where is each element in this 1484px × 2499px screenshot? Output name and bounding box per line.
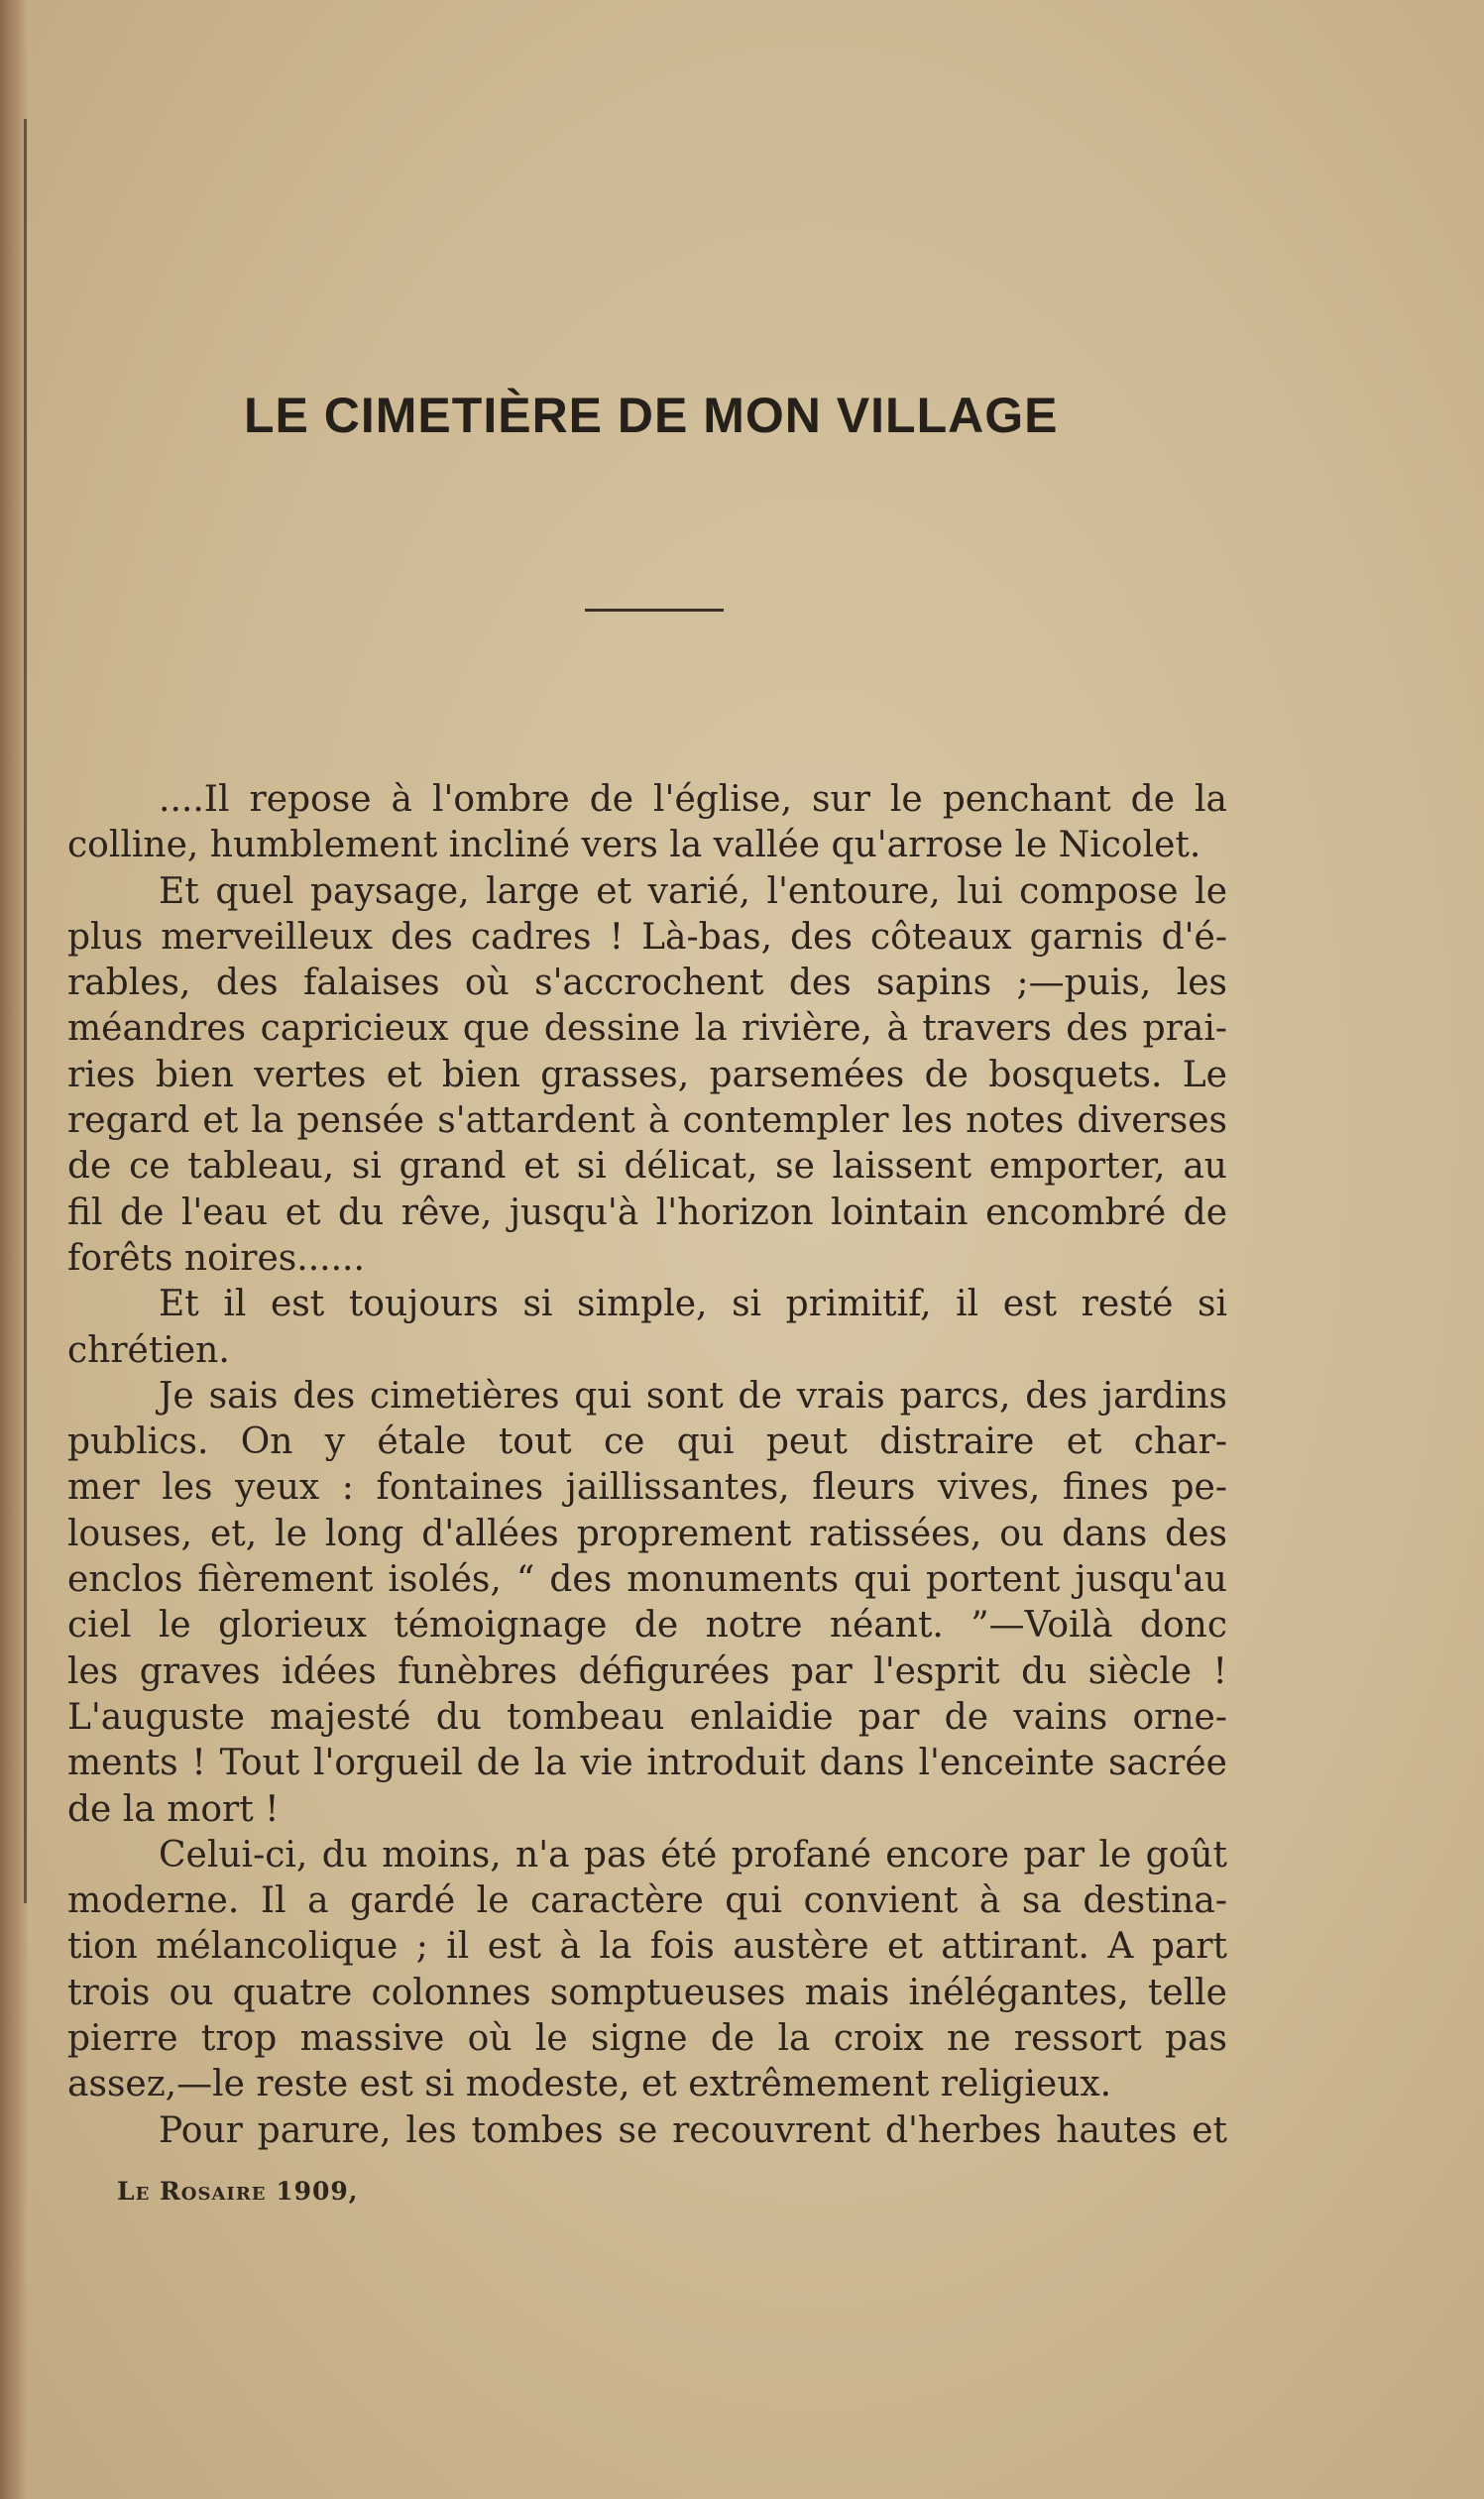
text-line: Et quel paysage, large et varié, l'entoure, lui compose le (159, 870, 1227, 912)
text-line: ments ! Tout l'orgueil de la vie introduit dans l'enceinte sacrée (67, 1743, 1227, 1784)
text-line: mer les yeux : fontaines jaillissantes, fleurs vives, fines pe- (67, 1467, 1227, 1509)
text-line: chrétien. (67, 1329, 230, 1371)
text-line: les graves idées funèbres défigurées par l'esprit du siècle ! (67, 1650, 1227, 1692)
text-line: de la mort ! (67, 1788, 280, 1830)
text-line: pierre trop massive où le signe de la croix ne ressort pas (67, 2018, 1227, 2060)
text-line: ....Il repose à l'ombre de l'église, sur le penchant de la (159, 779, 1227, 820)
paragraph (67, 1374, 1227, 1833)
page-title: LE CIMETIÈRE DE MON VILLAGE (244, 388, 1059, 443)
text-line: forêts noires...... (67, 1237, 365, 1279)
text-line: moderne. Il a gardé le caractère qui convient à sa destina- (67, 1880, 1227, 1922)
title-divider (585, 609, 724, 612)
text-line: ciel le glorieux témoignage de notre néant. ”—Voilà donc (67, 1605, 1227, 1647)
paragraph (67, 1833, 1227, 2108)
text-line: L'auguste majesté du tombeau enlaidie par de vains orne- (67, 1696, 1227, 1738)
paragraph (67, 777, 1227, 869)
paragraph (67, 869, 1227, 1283)
article-body (67, 777, 1227, 2154)
text-line: trois ou quatre colonnes somptueuses mais inélégantes, telle (67, 1972, 1227, 2013)
paragraph (67, 2108, 1227, 2154)
text-line: tion mélancolique ; il est à la fois austère et attirant. A part (67, 1926, 1227, 1968)
text-line: ries bien vertes et bien grasses, parsemées de bosquets. Le (67, 1054, 1227, 1095)
text-line: louses, et, le long d'allées proprement ratissées, ou dans des (67, 1513, 1227, 1554)
text-line: de ce tableau, si grand et si délicat, se laissent emporter, au (67, 1146, 1227, 1188)
text-line: rables, des falaises où s'accrochent des sapins ;—puis, les (67, 963, 1227, 1004)
text-line: colline, humblement incliné vers la vallée qu'arrose le Nicolet. (67, 825, 1201, 866)
text-line: fil de l'eau et du rêve, jusqu'à l'horizon lointain encombré de (67, 1192, 1227, 1233)
text-line: Celui-ci, du moins, n'a pas été profané encore par le goût (159, 1834, 1227, 1875)
page-binding-line (24, 119, 27, 1903)
text-line: Pour parure, les tombes se recouvrent d'herbes hautes et (159, 2109, 1227, 2151)
text-line: regard et la pensée s'attardent à contempler les notes diverses (67, 1100, 1227, 1142)
text-line: assez,—le reste est si modeste, et extrêmement religieux. (67, 2064, 1112, 2105)
text-line: Et il est toujours si simple, si primitif, il est resté si (159, 1284, 1227, 1325)
text-line: méandres capricieux que dessine la rivière, à travers des prai- (67, 1008, 1227, 1050)
text-line: plus merveilleux des cadres ! Là-bas, des côteaux garnis d'é- (67, 916, 1227, 958)
page-footer: Le Rosaire 1909, (117, 2177, 359, 2206)
text-line: Je sais des cimetières qui sont de vrais parcs, des jardins (159, 1375, 1227, 1417)
text-line: enclos fièrement isolés, “ des monuments qui portent jusqu'au (67, 1559, 1227, 1601)
text-line: publics. On y étale tout ce qui peut distraire et char- (67, 1421, 1227, 1463)
paragraph (67, 1282, 1227, 1374)
